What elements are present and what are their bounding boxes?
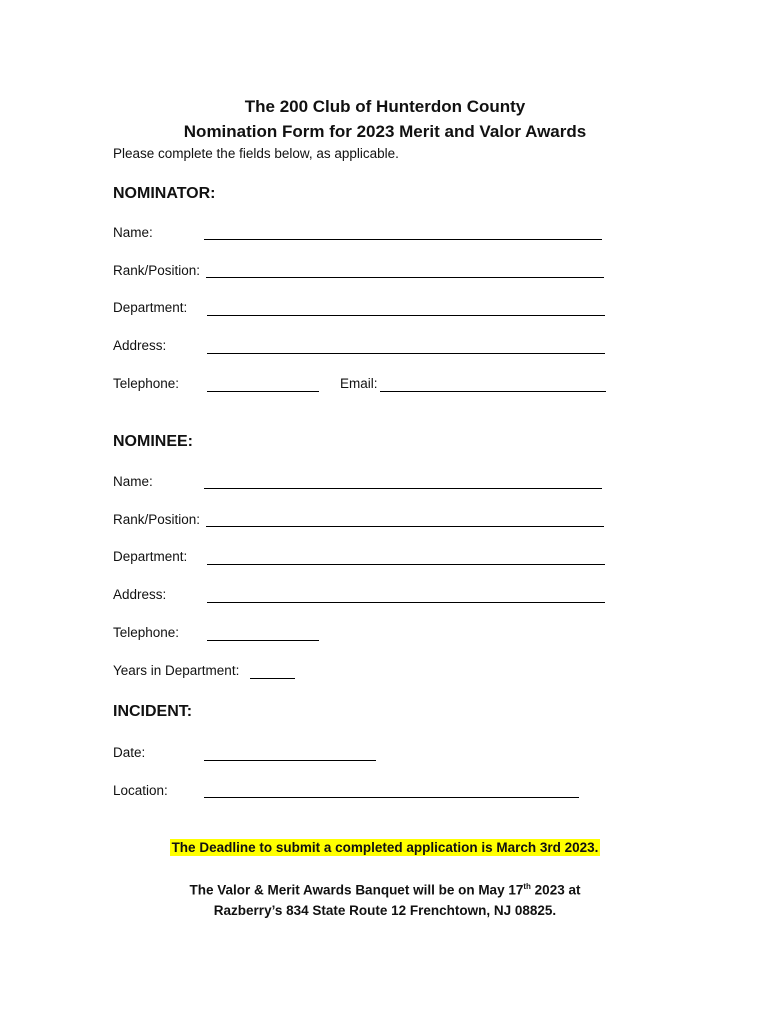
form-title: The 200 Club of Hunterdon County [244,97,526,116]
nominee-name-label: Name: [113,474,153,489]
nominee-address-field[interactable] [207,602,605,603]
incident-date-label: Date: [113,745,146,760]
nominee-years-label: Years in Department: [113,663,240,678]
nominator-name-label: Name: [113,225,153,240]
nominee-rank-field[interactable] [206,526,604,527]
deadline-highlight: The Deadline to submit a completed application is March 3rd 2023. [171,840,599,855]
nominator-address-field[interactable] [207,353,605,354]
banquet-line-2: Razberry’s 834 State Route 12 Frenchtown, NJ 08825. [213,902,557,918]
nominator-rank-field[interactable] [206,277,604,278]
nominee-department-label: Department: [113,549,188,564]
nominator-telephone-field[interactable] [207,391,319,392]
nominator-email-field[interactable] [380,391,606,392]
nominator-department-label: Department: [113,300,188,315]
nominator-telephone-label: Telephone: [113,376,180,391]
nominee-department-field[interactable] [207,564,605,565]
banquet-text-1: The Valor & Merit Awards Banquet will be on May 17 [189,882,524,898]
banquet-line-1 [0,877,770,901]
banquet-notice [0,877,770,921]
deadline-notice [0,840,770,855]
instructions: Please complete the fields below, as applicable. [113,146,399,161]
form-subtitle: Nomination Form for 2023 Merit and Valor Awards [183,122,587,141]
nominator-heading: NOMINATOR: [113,185,216,202]
banquet-ordinal-suffix: th [523,882,531,891]
banquet-text-2: 2023 at [530,882,581,898]
nominator-name-field[interactable] [204,239,602,240]
incident-location-field[interactable] [204,797,579,798]
nominee-telephone-label: Telephone: [113,625,180,640]
nominator-email-label: Email: [340,376,378,391]
nominee-rank-label: Rank/Position: [113,512,201,527]
nominator-rank-label: Rank/Position: [113,263,201,278]
nominee-years-field[interactable] [250,678,295,679]
nominator-department-field[interactable] [207,315,605,316]
incident-date-field[interactable] [204,760,376,761]
nominator-address-label: Address: [113,338,167,353]
nominee-telephone-field[interactable] [207,640,319,641]
nominee-name-field[interactable] [204,488,602,489]
nominee-address-label: Address: [113,587,167,602]
nominee-heading: NOMINEE: [113,433,193,450]
incident-location-label: Location: [113,783,168,798]
incident-heading: INCIDENT: [113,703,193,720]
